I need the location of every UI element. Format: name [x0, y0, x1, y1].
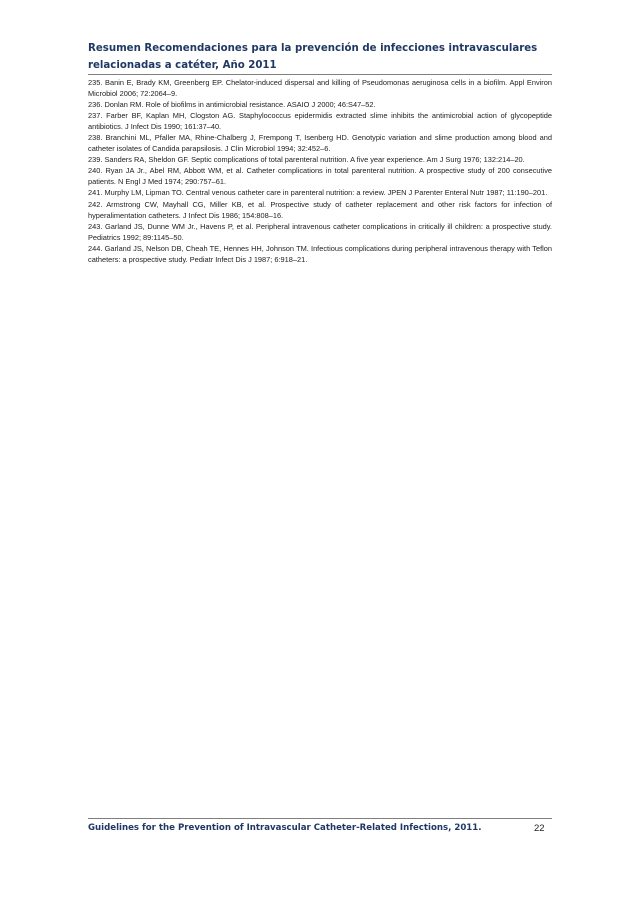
footer-title: Guidelines for the Prevention of Intravascular Catheter-Related Infections, 2011. [88, 823, 482, 833]
reference-item: 237. Farber BF, Kaplan MH, Clogston AG. Staphylococcus epidermidis extracted slime inhibits the antimicrobial action of glycopeptide antibiotics. J Infect Dis 1990; 161:37–40. [88, 111, 552, 132]
reference-item: 243. Garland JS, Dunne WM Jr., Havens P, et al. Peripheral intravenous catheter complications in critically ill children: a prospective study. Pediatrics 1992; 89:1145–50. [88, 221, 552, 242]
reference-item: 239. Sanders RA, Sheldon GF. Septic complications of total parenteral nutrition. A five year experience. Am J Surg 1976; 132:214–20. [88, 155, 525, 165]
header-divider [88, 74, 552, 75]
reference-item: 241. Murphy LM, Lipman TO. Central venous catheter care in parenteral nutrition: a review. JPEN J Parenter Enteral Nutr 1987; 11:190–201. [88, 188, 548, 198]
page-title: Resumen Recomendaciones para la prevención de infecciones intravasculares relacionadas a catéter, Año 2011 [88, 43, 538, 71]
page-number: 22 [534, 823, 545, 834]
reference-item: 235. Banin E, Brady KM, Greenberg EP. Chelator-induced dispersal and killing of Pseudomonas aeruginosa cells in a biofilm. Appl Environ Microbiol 2006; 72:2064–9. [88, 78, 552, 99]
reference-item: 236. Donlan RM. Role of biofilms in antimicrobial resistance. ASAIO J 2000; 46:S47–52. [88, 100, 376, 110]
reference-item: 238. Branchini ML, Pfaller MA, Rhine-Chalberg J, Frempong T, Isenberg HD. Genotypic variation and slime production among blood and catheter isolates of Candida parapsilosis. J Clin Microbiol 1994; 32:452–6. [88, 133, 552, 154]
reference-item: 242. Armstrong CW, Mayhall CG, Miller KB, et al. Prospective study of catheter replacement and other risk factors for infection of hyperalimentation catheters. J Infect Dis 1986; 154:808–16. [88, 199, 552, 220]
footer-divider [88, 818, 552, 819]
reference-item: 244. Garland JS, Nelson DB, Cheah TE, Hennes HH, Johnson TM. Infectious complications during peripheral intravenous therapy with Teflon catheters: a prospective study. Pediatr Infect Dis J 1987; 6:918–21. [88, 243, 552, 264]
reference-list [88, 77, 552, 813]
reference-item: 240. Ryan JA Jr., Abel RM, Abbott WM, et al. Catheter complications in total parenteral nutrition. A prospective study of 200 consecutive patients. N Engl J Med 1974; 290:757–61. [88, 166, 552, 187]
